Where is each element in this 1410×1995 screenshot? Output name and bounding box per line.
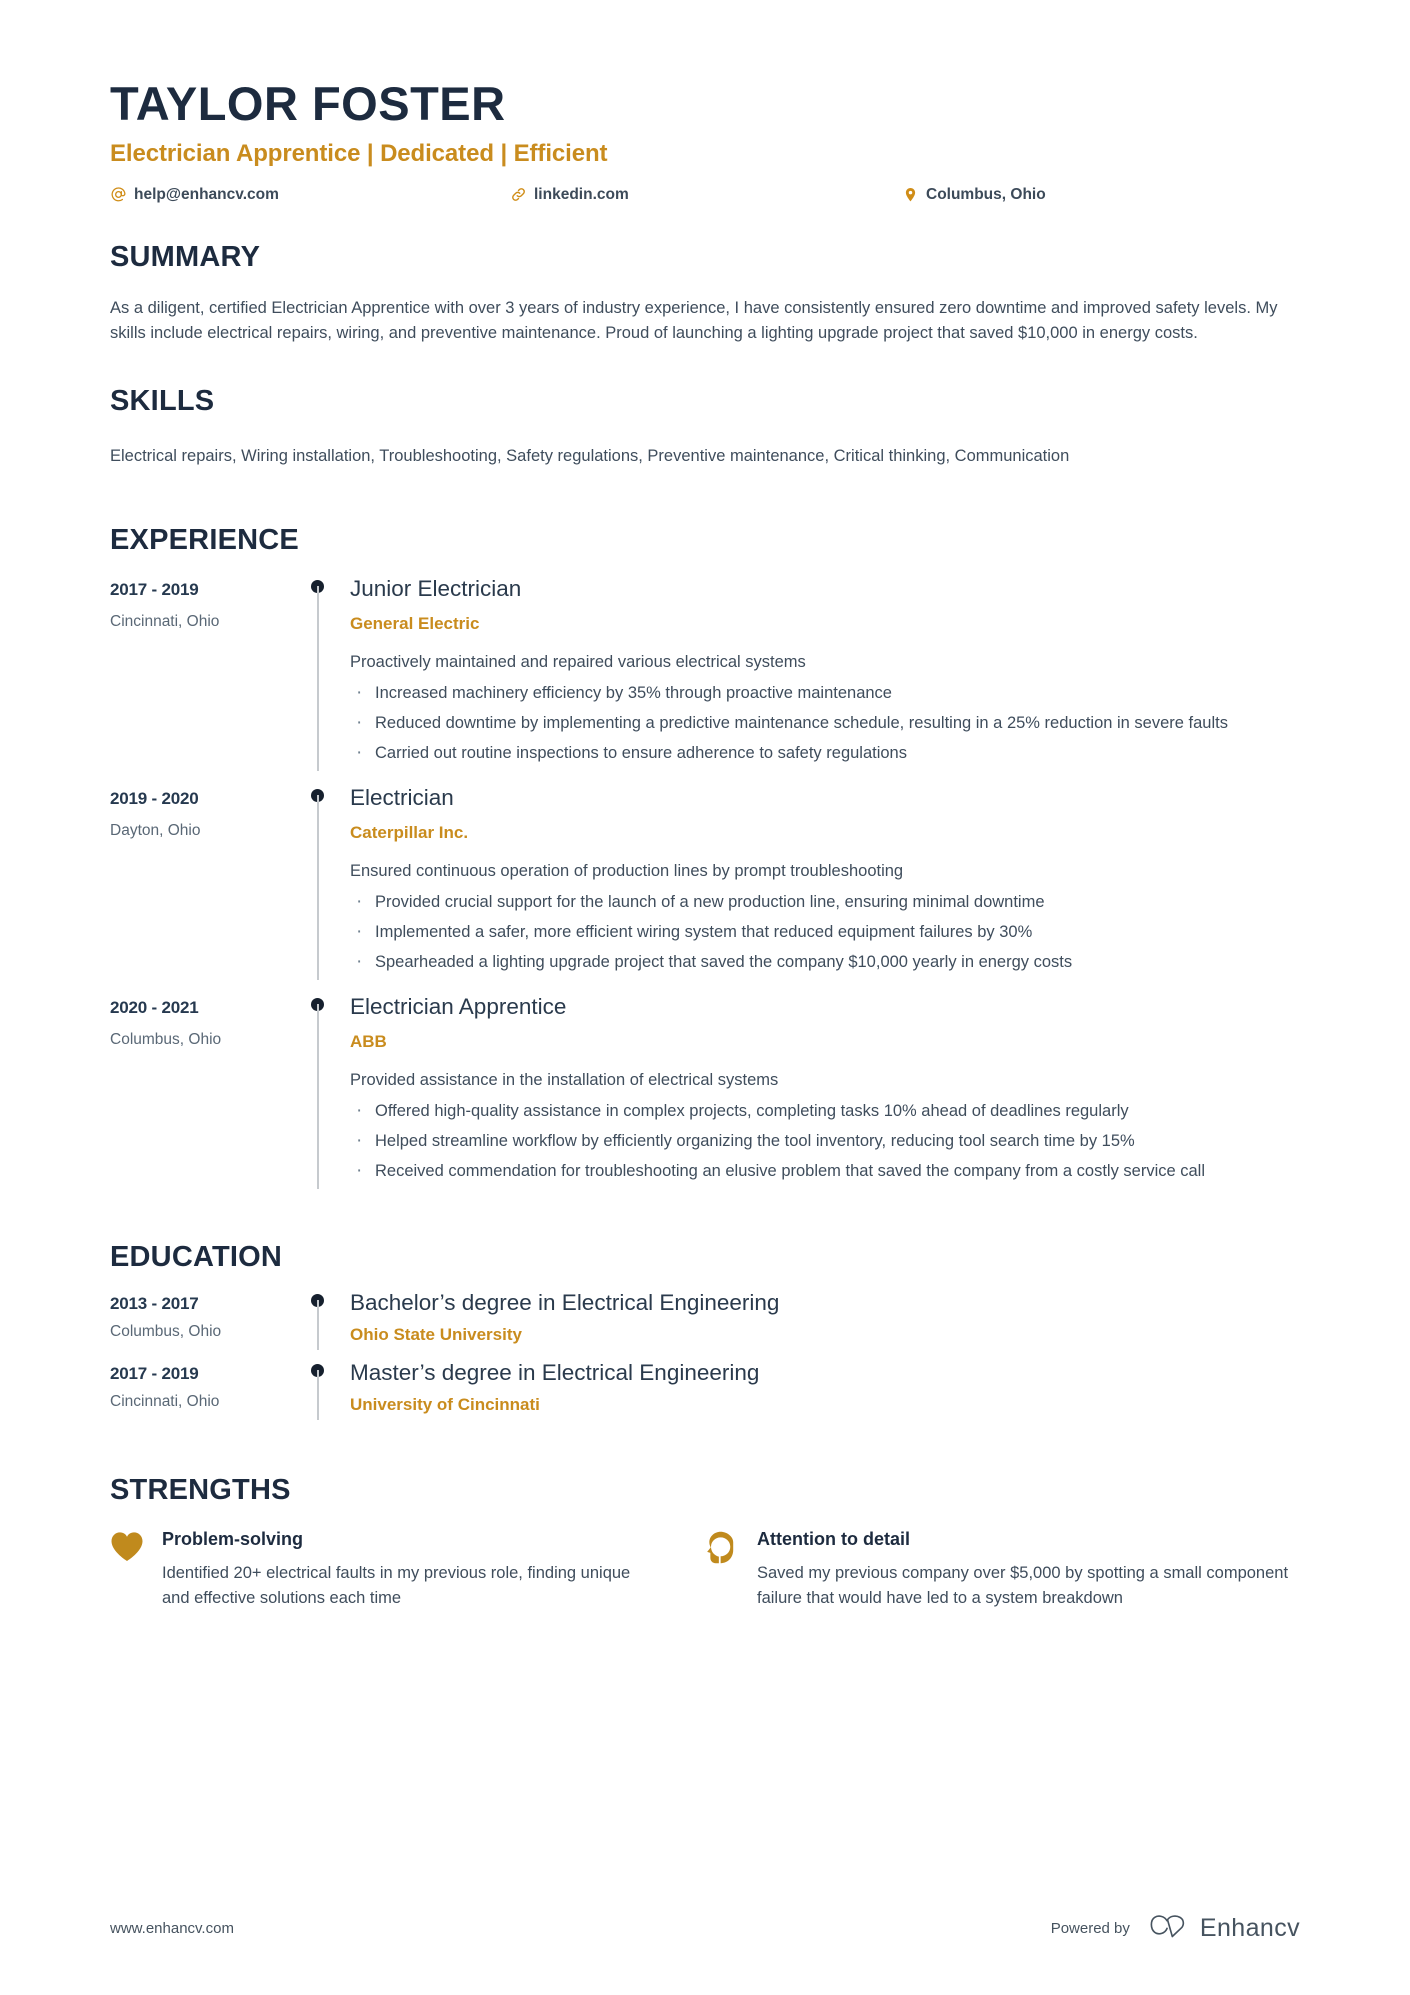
strengths-list: [110, 1529, 1300, 1610]
entry-title: Bachelor’s degree in Electrical Engineering: [350, 1290, 780, 1316]
bullet-item: · Spearheaded a lighting upgrade project that saved the company $10,000 yearly in energy costs: [350, 950, 1300, 975]
experience-heading: EXPERIENCE: [110, 523, 299, 556]
bullet-item: · Helped streamline workflow by efficiently organizing the tool inventory, reducing tool search time by 15%: [350, 1129, 1300, 1154]
entry-meta: [110, 993, 304, 1186]
education-list: [110, 1289, 1300, 1417]
entry-body: [350, 575, 1300, 768]
contact-location: [902, 186, 1046, 204]
timeline-rail: [304, 1289, 350, 1347]
entry-meta: [110, 784, 304, 977]
summary-heading: SUMMARY: [110, 240, 261, 273]
strengths-section: [110, 1475, 1300, 1610]
entry-title: Master’s degree in Electrical Engineering: [350, 1360, 760, 1386]
entry-location: Columbus, Ohio: [110, 1030, 222, 1048]
head-profile-icon: [705, 1529, 739, 1610]
strengths-heading: STRENGTHS: [110, 1474, 291, 1507]
entry-meta: [110, 1289, 304, 1347]
link-icon: [510, 186, 527, 203]
timeline-line: [317, 586, 319, 771]
entry-description: Proactively maintained and repaired various electrical systems: [350, 652, 806, 671]
timeline-line: [317, 1300, 319, 1350]
bullet-item: · Carried out routine inspections to ensure adherence to safety regulations: [350, 741, 1300, 766]
contact-email-label: help@enhancv.com: [134, 185, 279, 203]
entry-meta: [110, 1359, 304, 1417]
strength-description: Saved my previous company over $5,000 by spotting a small component failure that would have led to a system breakdown: [757, 1563, 1289, 1607]
entry-body: [350, 993, 1300, 1186]
timeline-line: [317, 1370, 319, 1420]
entry-organization: ABB: [350, 1031, 387, 1051]
at-icon: [110, 186, 127, 203]
entry-description: Ensured continuous operation of production lines by prompt troubleshooting: [350, 861, 904, 880]
strength-body: [757, 1529, 1300, 1610]
experience-section: [110, 525, 1300, 1186]
entry-meta: [110, 575, 304, 768]
strength-item: [110, 1529, 705, 1610]
summary-section: [110, 242, 1300, 346]
entry-organization: Caterpillar Inc.: [350, 822, 469, 842]
enhancv-brand-name: Enhancv: [1199, 1913, 1300, 1942]
entry-body: [350, 784, 1300, 977]
contact-email[interactable]: [110, 186, 510, 204]
entry-date: 2017 - 2019: [110, 1364, 199, 1384]
strength-item: [705, 1529, 1300, 1610]
entry-bullets: [350, 681, 1300, 765]
bullet-item: · Reduced downtime by implementing a predictive maintenance schedule, resulting in a 25% reduction in severe faults: [350, 711, 1300, 736]
entry-body: [350, 1289, 1300, 1347]
entry-date: 2020 - 2021: [110, 997, 199, 1017]
entry-organization: University of Cincinnati: [350, 1395, 540, 1415]
timeline-rail: [304, 1359, 350, 1417]
experience-entry: [110, 784, 1300, 977]
strength-name: Attention to detail: [757, 1529, 910, 1550]
education-section: [110, 1242, 1300, 1418]
entry-bullets: [350, 1099, 1300, 1183]
powered-by-label: Powered by: [1050, 1919, 1130, 1937]
entry-title: Electrician Apprentice: [350, 993, 567, 1019]
experience-list: [110, 575, 1300, 1186]
education-entry: [110, 1359, 1300, 1417]
entry-title: Electrician: [350, 784, 454, 810]
bullet-item: · Received commendation for troubleshooting an elusive problem that saved the company from a costly service call: [350, 1159, 1300, 1184]
education-heading: EDUCATION: [110, 1240, 283, 1273]
entry-bullets: [350, 890, 1300, 974]
skills-text: Electrical repairs, Wiring installation, Troubleshooting, Safety regulations, Preventive maintenance, Critical thinking, Communication: [110, 446, 1070, 465]
skills-heading: SKILLS: [110, 384, 215, 417]
entry-location: Dayton, Ohio: [110, 821, 201, 839]
contact-linkedin-label: linkedin.com: [534, 185, 629, 203]
entry-location: Cincinnati, Ohio: [110, 1393, 220, 1411]
bullet-item: · Increased machinery efficiency by 35% through proactive maintenance: [350, 681, 1300, 706]
entry-date: 2019 - 2020: [110, 788, 199, 808]
footer-branding: [1051, 1913, 1300, 1943]
candidate-headline: Electrician Apprentice | Dedicated | Efficient: [110, 139, 608, 167]
entry-date: 2013 - 2017: [110, 1294, 199, 1314]
contact-row: [110, 182, 1300, 208]
resume-header: [110, 78, 1300, 208]
enhancv-brand: [1146, 1913, 1300, 1943]
strength-name: Problem-solving: [162, 1529, 304, 1550]
bullet-item: · Provided crucial support for the launch of a new production line, ensuring minimal downtime: [350, 890, 1300, 915]
strength-body: [162, 1529, 645, 1610]
contact-linkedin[interactable]: [510, 186, 902, 204]
entry-organization: Ohio State University: [350, 1325, 522, 1345]
experience-entry: [110, 993, 1300, 1186]
strength-description: Identified 20+ electrical faults in my previous role, finding unique and effective solutions each time: [162, 1563, 631, 1607]
summary-text: As a diligent, certified Electrician Apprentice with over 3 years of industry experience, I have consistently ensured zero downtime and improved safety levels. My skills include electrical repairs, wiring, and preventive maintenance. Proud of launching a lighting upgrade project that saved $10,000 in energy costs.: [110, 298, 1278, 342]
contact-location-label: Columbus, Ohio: [926, 185, 1046, 203]
education-entry: [110, 1289, 1300, 1347]
footer-website[interactable]: www.enhancv.com: [110, 1919, 234, 1937]
entry-organization: General Electric: [350, 613, 480, 633]
entry-body: [350, 1359, 1300, 1417]
bullet-item: · Offered high-quality assistance in complex projects, completing tasks 10% ahead of deadlines regularly: [350, 1099, 1300, 1124]
timeline-rail: [304, 575, 350, 768]
entry-description: Provided assistance in the installation of electrical systems: [350, 1070, 779, 1089]
experience-entry: [110, 575, 1300, 768]
entry-title: Junior Electrician: [350, 575, 522, 601]
bullet-item: · Implemented a safer, more efficient wiring system that reduced equipment failures by 30%: [350, 920, 1300, 945]
timeline-line: [317, 1004, 319, 1189]
timeline-rail: [304, 993, 350, 1186]
heart-icon: [110, 1529, 144, 1610]
entry-location: Columbus, Ohio: [110, 1323, 222, 1341]
skills-section: [110, 386, 1300, 469]
timeline-line: [317, 795, 319, 980]
timeline-rail: [304, 784, 350, 977]
entry-date: 2017 - 2019: [110, 579, 199, 599]
location-pin-icon: [902, 186, 919, 203]
entry-location: Cincinnati, Ohio: [110, 612, 220, 630]
candidate-name: TAYLOR FOSTER: [110, 77, 506, 130]
page-footer: [110, 1913, 1300, 1943]
enhancv-logo-icon: [1146, 1913, 1190, 1943]
